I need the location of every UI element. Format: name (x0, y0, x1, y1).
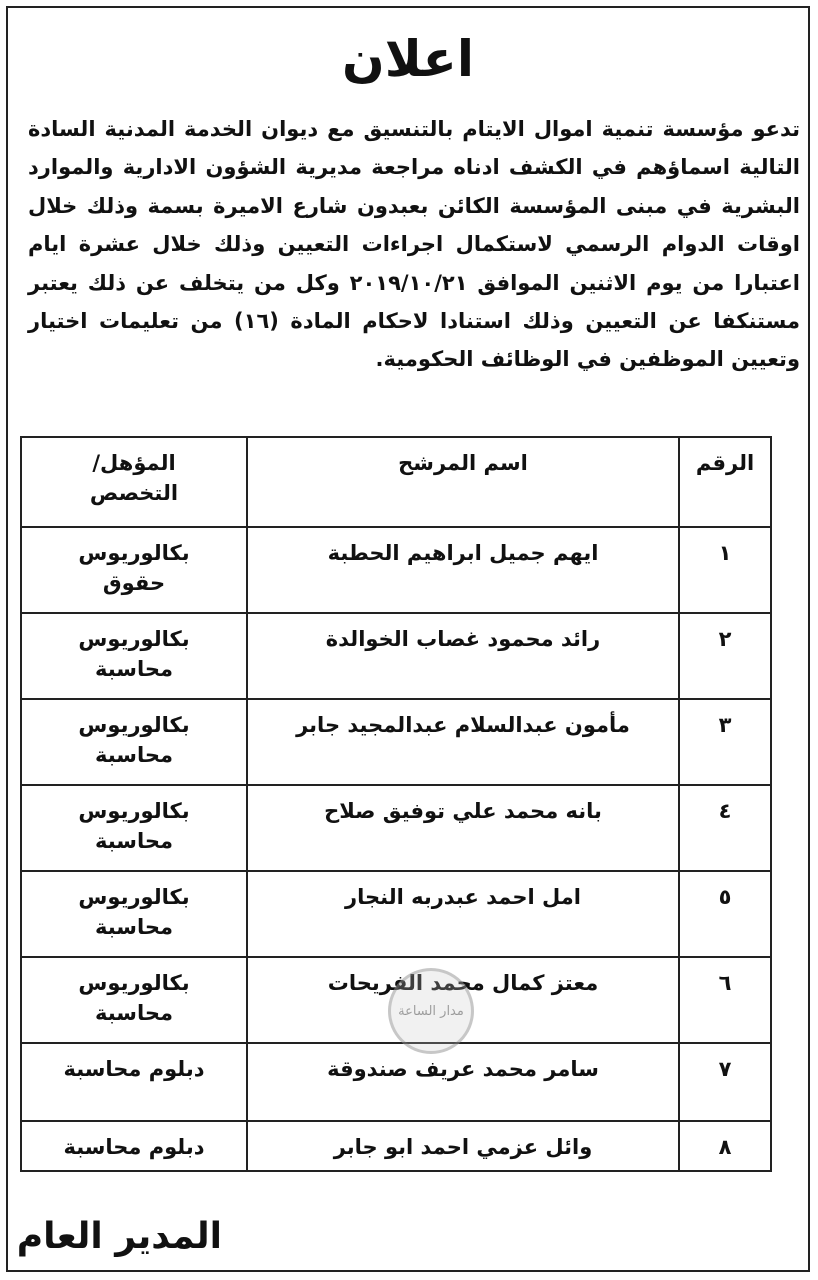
row-candidate-name: سامر محمد عريف صندوقة (247, 1043, 679, 1121)
row-qualification (21, 699, 247, 785)
row-qualification-major: حقوق (102, 571, 166, 595)
row-number: ٤ (679, 785, 771, 871)
table-row (21, 1043, 771, 1121)
row-qualification (21, 957, 247, 1043)
row-qualification-degree: بكالوريوس (78, 799, 190, 823)
candidates-table (20, 436, 772, 1172)
row-qualification-degree: بكالوريوس (78, 541, 190, 565)
row-qualification (21, 871, 247, 957)
row-candidate-name: معتز كمال محمد الفريحات (247, 957, 679, 1043)
table-row (21, 1121, 771, 1171)
row-qualification-degree: بكالوريوس (78, 713, 190, 737)
row-candidate-name: وائل عزمي احمد ابو جابر (247, 1121, 679, 1171)
row-qualification-degree: دبلوم محاسبة (63, 1135, 205, 1159)
table-row (21, 785, 771, 871)
announcement-page (6, 6, 810, 1272)
row-candidate-name: مأمون عبدالسلام عبدالمجيد جابر (247, 699, 679, 785)
header-qualification-line1: المؤهل/ (92, 451, 176, 475)
row-qualification-degree: بكالوريوس (78, 627, 190, 651)
row-number: ٥ (679, 871, 771, 957)
row-qualification-degree: بكالوريوس (78, 971, 190, 995)
row-qualification (21, 1043, 247, 1121)
table-row (21, 699, 771, 785)
row-number: ٢ (679, 613, 771, 699)
row-candidate-name: ايهم جميل ابراهيم الحطبة (247, 527, 679, 613)
row-candidate-name: امل احمد عبدربه النجار (247, 871, 679, 957)
row-candidate-name: رائد محمود غصاب الخوالدة (247, 613, 679, 699)
row-qualification-major: محاسبة (95, 657, 173, 681)
table-row (21, 527, 771, 613)
table-row (21, 871, 771, 957)
row-qualification-major: محاسبة (95, 743, 173, 767)
row-number: ٧ (679, 1043, 771, 1121)
header-qualification-line2: التخصص (89, 481, 179, 505)
row-qualification (21, 1121, 247, 1171)
watermark-logo: مدار الساعة (388, 968, 474, 1054)
row-number: ٣ (679, 699, 771, 785)
row-qualification-major: محاسبة (95, 829, 173, 853)
row-number: ٨ (679, 1121, 771, 1171)
candidates-table-wrapper (22, 436, 772, 1172)
row-number: ٦ (679, 957, 771, 1043)
row-qualification-major: محاسبة (95, 1001, 173, 1025)
row-qualification-degree: بكالوريوس (78, 885, 190, 909)
header-qualification (21, 437, 247, 527)
row-qualification (21, 613, 247, 699)
row-qualification (21, 785, 247, 871)
row-qualification-degree: دبلوم محاسبة (63, 1057, 205, 1081)
table-header-row (21, 437, 771, 527)
header-candidate-name: اسم المرشح (247, 437, 679, 527)
table-row (21, 613, 771, 699)
announcement-title: اعلان (342, 30, 474, 88)
row-qualification (21, 527, 247, 613)
row-number: ١ (679, 527, 771, 613)
row-candidate-name: بانه محمد علي توفيق صلاح (247, 785, 679, 871)
row-qualification-major: محاسبة (95, 915, 173, 939)
signature-general-manager: المدير العام (16, 1216, 222, 1257)
announcement-body: تدعو مؤسسة تنمية اموال الايتام بالتنسيق مع ديوان الخدمة المدنية السادة التالية اسماؤهم في الكشف ادناه مراجعة مديرية الشؤون الادارية والموارد البشرية في مبنى المؤسسة الكائن بعبدون شارع الاميرة بسمة وذلك خلال اوقات الدوام الرسمي لاستكمال اجراءات التعيين وذلك خلال عشرة ايام اعتبارا من يوم الاثنين الموافق ٢٠١٩/١٠/٢١ وكل من يتخلف عن ذلك يعتبر مستنكفا عن التعيين وذلك استنادا لاحكام المادة (١٦) من تعليمات اختيار وتعيين الموظفين في الوظائف الحكومية. (28, 117, 800, 372)
header-number: الرقم (679, 437, 771, 527)
